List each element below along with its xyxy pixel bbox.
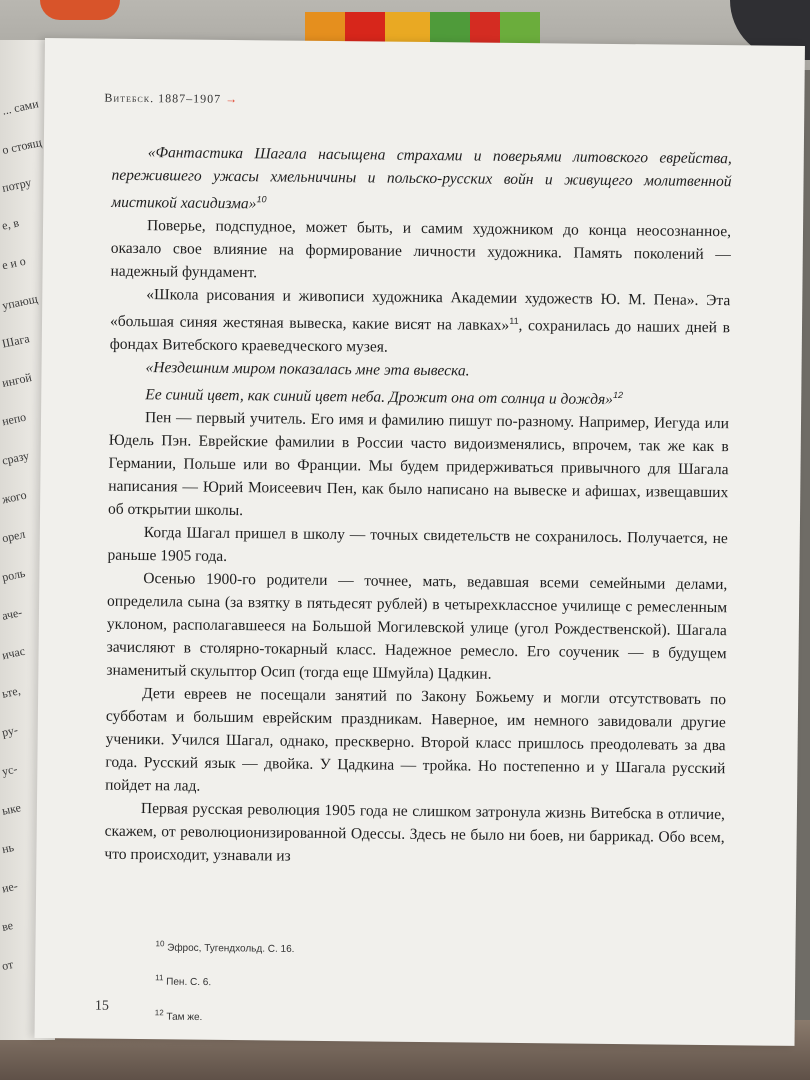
page-number: 15 (94, 998, 109, 1014)
left-page-fragment: ус- (0, 761, 19, 779)
left-page-fragment: ие- (0, 878, 19, 896)
footnote: $^{11}$ Пен. С. 6. (155, 973, 212, 989)
footnote: $^{12}$ Там же. (154, 1007, 203, 1023)
left-page-fragment: ингой (0, 370, 33, 390)
left-page-fragment: ичас (0, 643, 27, 663)
paragraph: Первая русская революция 1905 года не слишком затронула жизнь Витебска в отличие, скажем, от революционизированной Одессы. Здесь не было ни боев, ни баррикад. Обо всем, что происходит, узнавали из (104, 800, 725, 866)
left-page-fragment: от (0, 957, 15, 974)
paragraph: Пен — первый учитель. Его имя и фамилию пишут по-разному. Например, Иегуда или Юдель Пэн. Еврейские фамилии в России часто видоизменялись, впрочем, так же как в Германии, Польше или во Франции. Мы будем придерживаться привычного для Шагала написания — Юрий Моисеевич Пен, как было написано на вывеске и афишах, извещавших об открытии школы. (107, 409, 730, 520)
footnote-ref: 10 (256, 194, 267, 205)
footnote-ref: 11 (509, 316, 519, 327)
running-header (104, 91, 238, 107)
footnotes (154, 939, 294, 1043)
paragraph: «Нездешним миром показалась мне эта вывеска. (145, 359, 470, 380)
left-page-fragment: ьте, (0, 683, 22, 701)
orange-object (40, 0, 120, 20)
left-page-fragment: Шага (0, 331, 31, 351)
left-page-fragment: роль (0, 565, 27, 585)
left-page-fragment: е, в (0, 215, 21, 233)
book-page (35, 38, 805, 1046)
running-title: Витебск. 1887–1907 (104, 90, 222, 106)
left-page-fragment: сразу (0, 448, 31, 468)
left-page-fragment: ру- (0, 722, 20, 740)
footnote-ref: 12 (612, 390, 624, 401)
paragraph: Дети евреев не посещали занятий по Закону Божьему и могли отсутствовать по субботам и большим еврейским праздникам. Наверное, им немного завидовали другие ученики. Учился Шагал, однако, прескверно. Второй класс пришлось преодолевать за два года. Русский язык — двойка. У Цадкина — тройка. Но постепенно и у Шагала русский пойдет на лад. (105, 685, 727, 796)
left-page-fragment: жого (0, 487, 28, 507)
left-page-fragment: о стоящ (0, 135, 43, 158)
body-text (104, 141, 732, 873)
left-page-fragment: нь (0, 839, 16, 857)
left-page-fragment: орел (0, 526, 27, 546)
left-page-fragment: упающ (0, 291, 39, 313)
left-page-fragment: непо (0, 409, 28, 429)
left-page-fragment: аче- (0, 605, 24, 623)
paragraph: Осенью 1900-го родители — точнее, мать, ведавшая всеми семейными делами, определила сына (за взятку в пятьдесят рублей) в четырехклассное училище с ремесленным уклоном, располагавшееся на Большой Могилевской улице (угол Рождественской). Шагала зачисляют в столярно-токарный класс. Надежное ремесло. Его соученик — в будущем знаменитый скульптор Осип (тогда еще Шмуйла) Цадкин. (106, 570, 728, 684)
footnote: $^{10}$ Эфрос, Тугендхольд. С. 16. (155, 939, 295, 955)
left-page-fragment: е и о (0, 253, 27, 273)
paragraph: Ее синий цвет, как синий цвет неба. Дрожит она от солнца и дождя»$^{12}$ (145, 386, 624, 409)
left-page-fragment: ве (0, 918, 15, 934)
paragraph: Когда Шагал пришел в школу — точных свидетельств не сохранилось. Получается, не раньше 1905 года. (107, 524, 728, 566)
left-page-fragment: ... сами (0, 96, 40, 118)
paragraph: «Фантастика Шагала насыщена страхами и поверьями литовского еврейства, пережившего ужасы хмельничины и польско-русских войн и живущего молитвенной мистикой хасидизма»$^{10}$ (111, 144, 732, 213)
left-page-fragment: ыке (0, 800, 23, 818)
paragraph: Поверье, подспудное, может быть, и самим художником до конца неосознанное, оказало свое влияние на формирование личности художника. Память поколений — надежный фундамент. (110, 217, 732, 282)
left-page-fragment: потру (0, 175, 33, 195)
arrow-icon: → (225, 91, 239, 107)
paragraph: «Школа рисования и живописи художника Академии художеств Ю. М. Пена». Эта «большая синяя жестяная вывеска, какие висят на лавках»$^{11}$, сохранилась до наших дней в фондах Витебского краеведческого музея. (109, 286, 731, 356)
